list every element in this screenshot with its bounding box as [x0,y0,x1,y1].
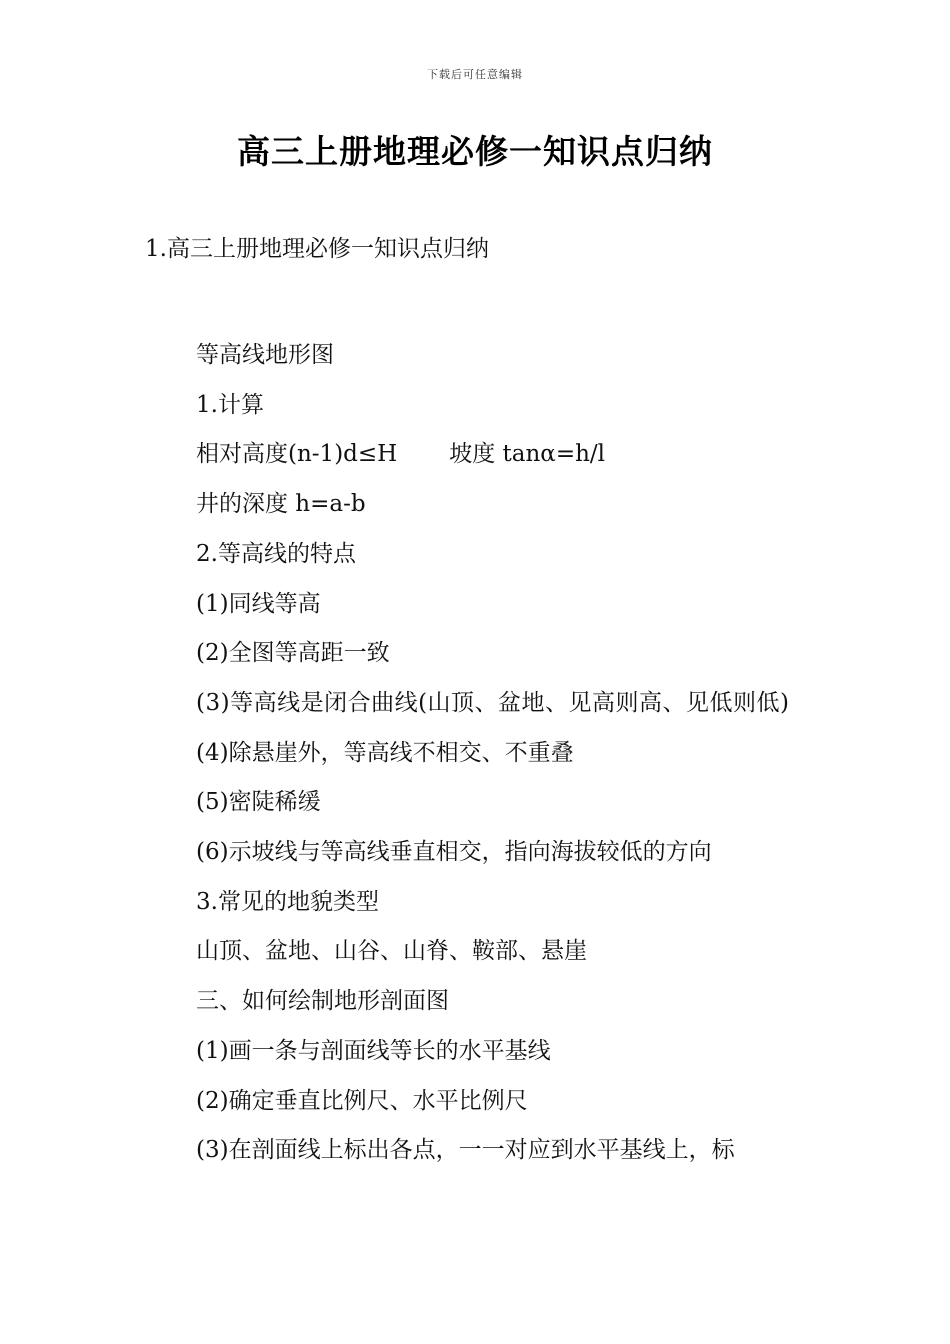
paragraph-profile-heading: 三、如何绘制地形剖面图 [196,988,449,1015]
list-item-1: (1)同线等高 [196,590,321,617]
document-body [145,331,810,1176]
paragraph-formulas [145,430,810,480]
profile-step-1: (1)画一条与剖面线等长的水平基线 [196,1037,551,1064]
list-item-6: (6)示坡线与等高线垂直相交，指向海拔较低的方向 [196,839,712,866]
formula-slope: 坡度 tanα=h/l [449,441,606,468]
paragraph-landform-types: 3.常见的地貌类型 [196,888,379,915]
paragraph-contour-map: 等高线地形图 [196,342,334,368]
formula-relative-height: 相对高度(n-1)d≤H [196,441,398,468]
list-item-3: (3)等高线是闭合曲线(山顶、盆地、见高则高、见低则低) [196,689,790,716]
profile-step-3: (3)在剖面线上标出各点，一一对应到水平基线上，标 [196,1137,735,1164]
list-item-2: (2)全图等高距一致 [196,640,390,667]
header-note: 下载后可任意编辑 [427,68,523,81]
paragraph-landform-list: 山顶、盆地、山谷、山脊、鞍部、悬崖 [196,938,587,965]
paragraph-well-depth: 井的深度 h=a-b [196,491,366,518]
list-item-4: (4)除悬崖外，等高线不相交、不重叠 [196,739,574,766]
section-heading: 1.高三上册地理必修一知识点归纳 [145,236,489,262]
list-item-5: (5)密陡稀缓 [196,789,321,816]
paragraph-contour-features: 2.等高线的特点 [196,540,356,567]
paragraph-calculation: 1.计算 [196,391,264,418]
document-title: 高三上册地理必修一知识点归纳 [237,132,713,171]
profile-step-2: (2)确定垂直比例尺、水平比例尺 [196,1087,528,1114]
